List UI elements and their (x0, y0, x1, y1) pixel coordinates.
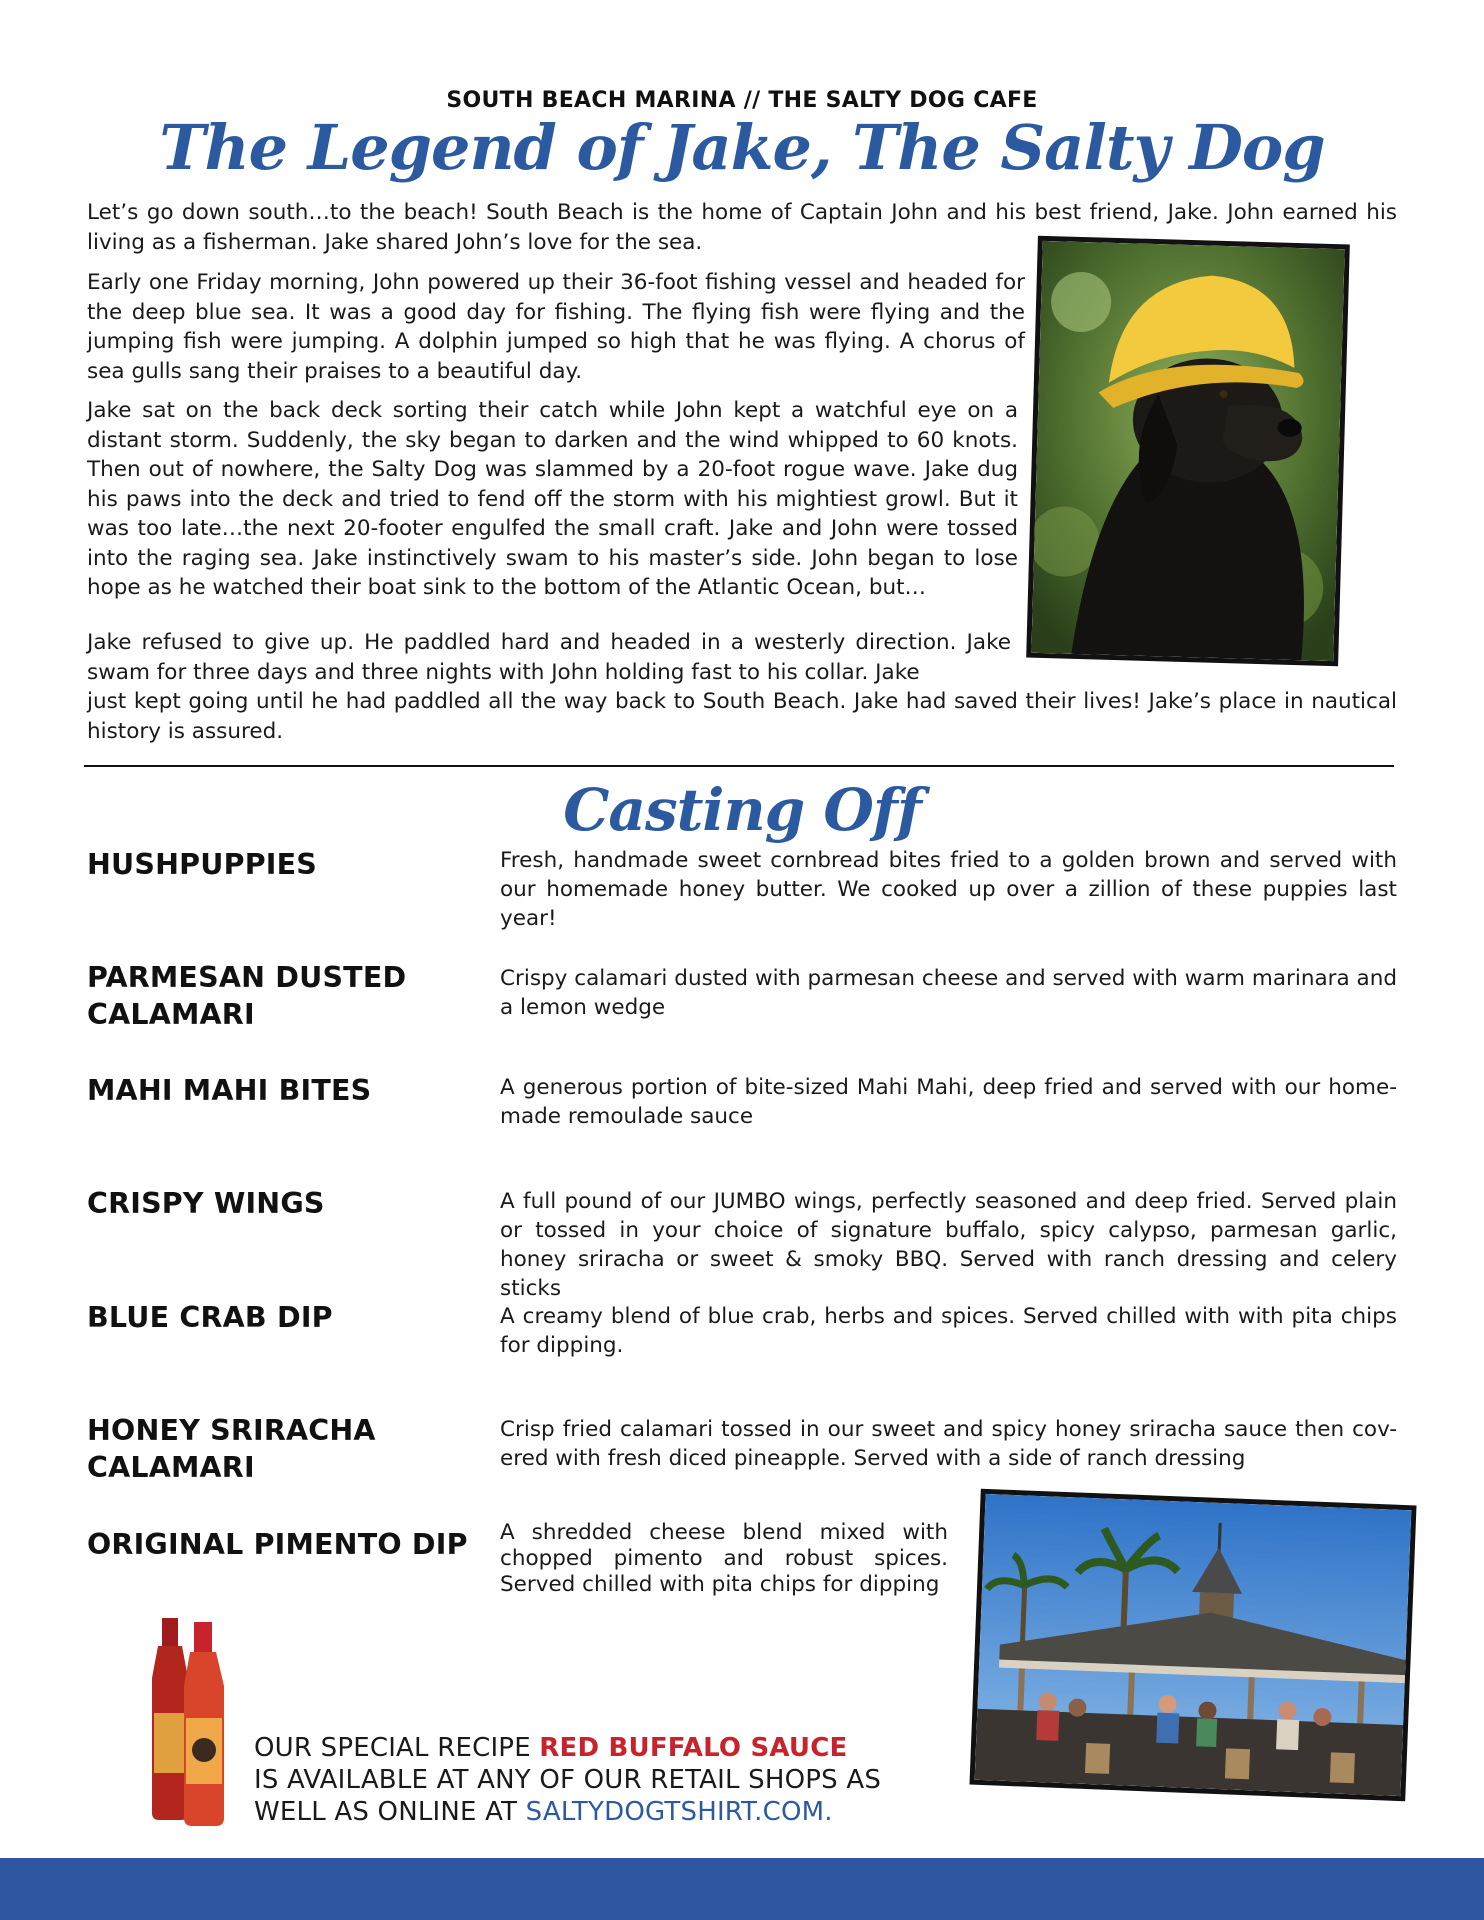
sauce-name: RED BUFFALO SAUCE (539, 1733, 848, 1763)
menu-item-description: Crisp fried calamari tossed in our sweet and spicy honey sriracha sauce then cov-ered with fresh diced pineapple. Served with a side of ranch dressing (500, 1417, 1397, 1471)
menu-item-description: A creamy blend of blue crab, herbs and spices. Served chilled with with pita chips for dipping. (500, 1304, 1397, 1358)
menu-item-description: A full pound of our JUMBO wings, perfectly seasoned and deep fried. Served plain or tossed in your choice of signature buffalo, spicy calypso, parmesan garlic, honey sriracha or sweet & smoky BBQ. Served with ranch dressing and celery sticks (500, 1189, 1397, 1301)
menu-item-description: Fresh, handmade sweet cornbread bites fried to a golden brown and served with our homemade honey butter. We cooked up over a zillion of these puppies last year! (500, 848, 1397, 931)
menu-item-description: A shredded cheese blend mixed with chopped pimento and robust spices. Served chilled with pita chips for dipping (500, 1520, 948, 1597)
menu-item-name: BLUE CRAB DIP (87, 1301, 333, 1334)
menu-item-description: A generous portion of bite-sized Mahi Mahi, deep fried and served with our home-made remoulade sauce (500, 1075, 1397, 1129)
page-title: The Legend of Jake, The Salty Dog (159, 111, 1325, 184)
story-paragraph-3: Jake sat on the back deck sorting their catch while John kept a watchful eye on a distant storm. Suddenly, the sky began to darken and the wind whipped to 60 knots. Then out of nowhere, the Salty Dog was slammed by a 20-foot rogue wave. Jake dug his paws into the deck and tried to fend off the storm with his mightiest growl. But it was too late…the next 20-footer engulfed the small craft. Jake and John were tossed into the raging sea. Jake instinctively swam to his master’s side. John began to lose hope as he watched their boat sink to the bottom of the Atlantic Ocean, but… (87, 398, 1018, 600)
sauce-promo (254, 1732, 914, 1828)
section-divider (84, 765, 1394, 767)
menu-item-name: CRISPY WINGS (87, 1187, 325, 1220)
dog-photo (1026, 236, 1350, 667)
cafe-patio-photo (969, 1489, 1416, 1802)
menu-item-name: MAHI MAHI BITES (87, 1074, 372, 1107)
story-paragraph-4-start: Jake refused to give up. He paddled hard and headed in a westerly direction. Jake swam for three days and three nights with John holding fast to his collar. Jake (87, 630, 1011, 685)
menu-item-name: HUSHPUPPIES (87, 848, 317, 881)
menu-item-name: HONEY SRIRACHA CALAMARI (87, 1414, 376, 1484)
menu-item-name: ORIGINAL PIMENTO DIP (87, 1528, 468, 1561)
menu-section-title: Casting Off (563, 776, 921, 844)
story-paragraph-1: Let’s go down south…to the beach! South Beach is the home of Captain John and his best friend, Jake. John earned his living as a fisherman. Jake shared John’s love for the sea. (87, 200, 1397, 255)
menu-item-name: PARMESAN DUSTED CALAMARI (87, 961, 407, 1031)
page-kicker: SOUTH BEACH MARINA // THE SALTY DOG CAFE (446, 88, 1038, 113)
menu-item-description: Crispy calamari dusted with parmesan cheese and served with warm marinara and a lemon wedge (500, 966, 1397, 1020)
story-paragraph-4-end: just kept going until he had paddled all the way back to South Beach. Jake had saved their lives! Jake’s place in nautical history is assured. (87, 689, 1397, 744)
story-paragraph-2: Early one Friday morning, John powered up their 36-foot fishing vessel and headed for the deep blue sea. It was a good day for fishing. The flying fish were flying and the jumping fish were jumping. A dolphin jumped so high that he was flying. A chorus of sea gulls sang their praises to a beautiful day. (87, 270, 1025, 384)
promo-text: IS AVAILABLE AT ANY OF OUR RETAIL SHOPS AS (254, 1765, 882, 1795)
footer-bar (0, 1858, 1484, 1920)
promo-text: OUR SPECIAL RECIPE (254, 1733, 540, 1763)
promo-text: WELL AS ONLINE AT (254, 1797, 526, 1827)
website-link[interactable]: SALTYDOGTSHIRT.COM. (525, 1797, 833, 1827)
hot-sauce-bottles-image (148, 1618, 244, 1828)
